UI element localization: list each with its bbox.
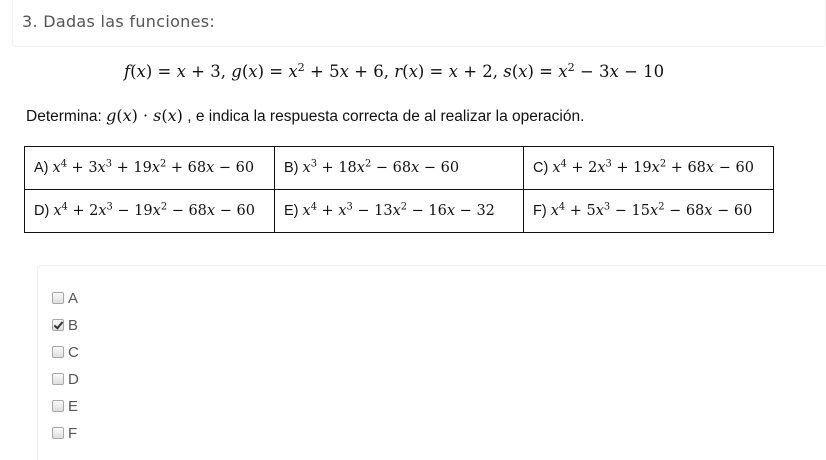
answer-option-e[interactable] (52, 397, 78, 415)
option-label: E) (284, 203, 299, 219)
instruction-text (26, 106, 584, 126)
option-expression: $x^3 + 18x^2 - 68x - 60$ (302, 158, 460, 176)
option-cell-e (275, 190, 524, 233)
option-cell-d (25, 190, 275, 233)
option-expression: $x^4 + 3x^3 + 19x^2 + 68x - 60$ (52, 158, 255, 176)
option-expression: $x^4 + 2x^3 - 19x^2 - 68x - 60$ (53, 201, 255, 219)
answer-label: A (68, 289, 79, 307)
answer-option-d[interactable] (52, 370, 79, 388)
checkbox[interactable] (52, 373, 64, 385)
checkbox-checked[interactable] (52, 319, 64, 331)
answer-label: B (68, 316, 79, 334)
option-expression: $x^4 + x^3 - 13x^2 - 16x - 32$ (302, 201, 495, 219)
option-cell-f (524, 190, 774, 233)
answer-option-f[interactable] (52, 424, 77, 442)
answer-option-a[interactable] (52, 289, 78, 307)
option-expression: $x^4 + 2x^3 + 19x^2 + 68x - 60$ (552, 158, 754, 176)
option-label: C) (533, 160, 549, 176)
answer-panel (37, 265, 826, 460)
checkbox[interactable] (52, 427, 64, 439)
option-label: B) (284, 160, 299, 176)
operation-expression: g(x) · s(x) (106, 106, 183, 125)
question-title: 3. Dadas las funciones: (22, 12, 216, 31)
answer-label: C (68, 343, 79, 361)
option-cell-a (25, 147, 275, 190)
options-row (25, 147, 774, 190)
instruction-prefix: Determina: (26, 108, 102, 125)
options-row (25, 190, 774, 233)
answer-label: E (68, 397, 79, 415)
answer-label: D (68, 370, 79, 388)
answer-option-c[interactable] (52, 343, 79, 361)
option-cell-b (275, 147, 524, 190)
checkbox[interactable] (52, 292, 64, 304)
answer-option-b[interactable] (52, 316, 78, 334)
options-table (24, 146, 774, 233)
functions-equation: f(x) = x + 3, $g(x) = x^2 + 5x + 6$, r(x) = x + 2, $s(x) = x^2 - 3x - 10$ (124, 60, 665, 81)
option-cell-c (524, 147, 774, 190)
instruction-suffix: , e indica la respuesta correcta de al realizar la operación. (187, 108, 585, 125)
answer-label: F (68, 424, 78, 442)
checkbox[interactable] (52, 400, 64, 412)
option-label: D) (34, 203, 50, 219)
option-expression: $x^4 + 5x^3 - 15x^2 - 68x - 60$ (550, 201, 753, 219)
option-label: F) (533, 203, 547, 219)
option-label: A) (34, 160, 49, 176)
checkbox[interactable] (52, 346, 64, 358)
